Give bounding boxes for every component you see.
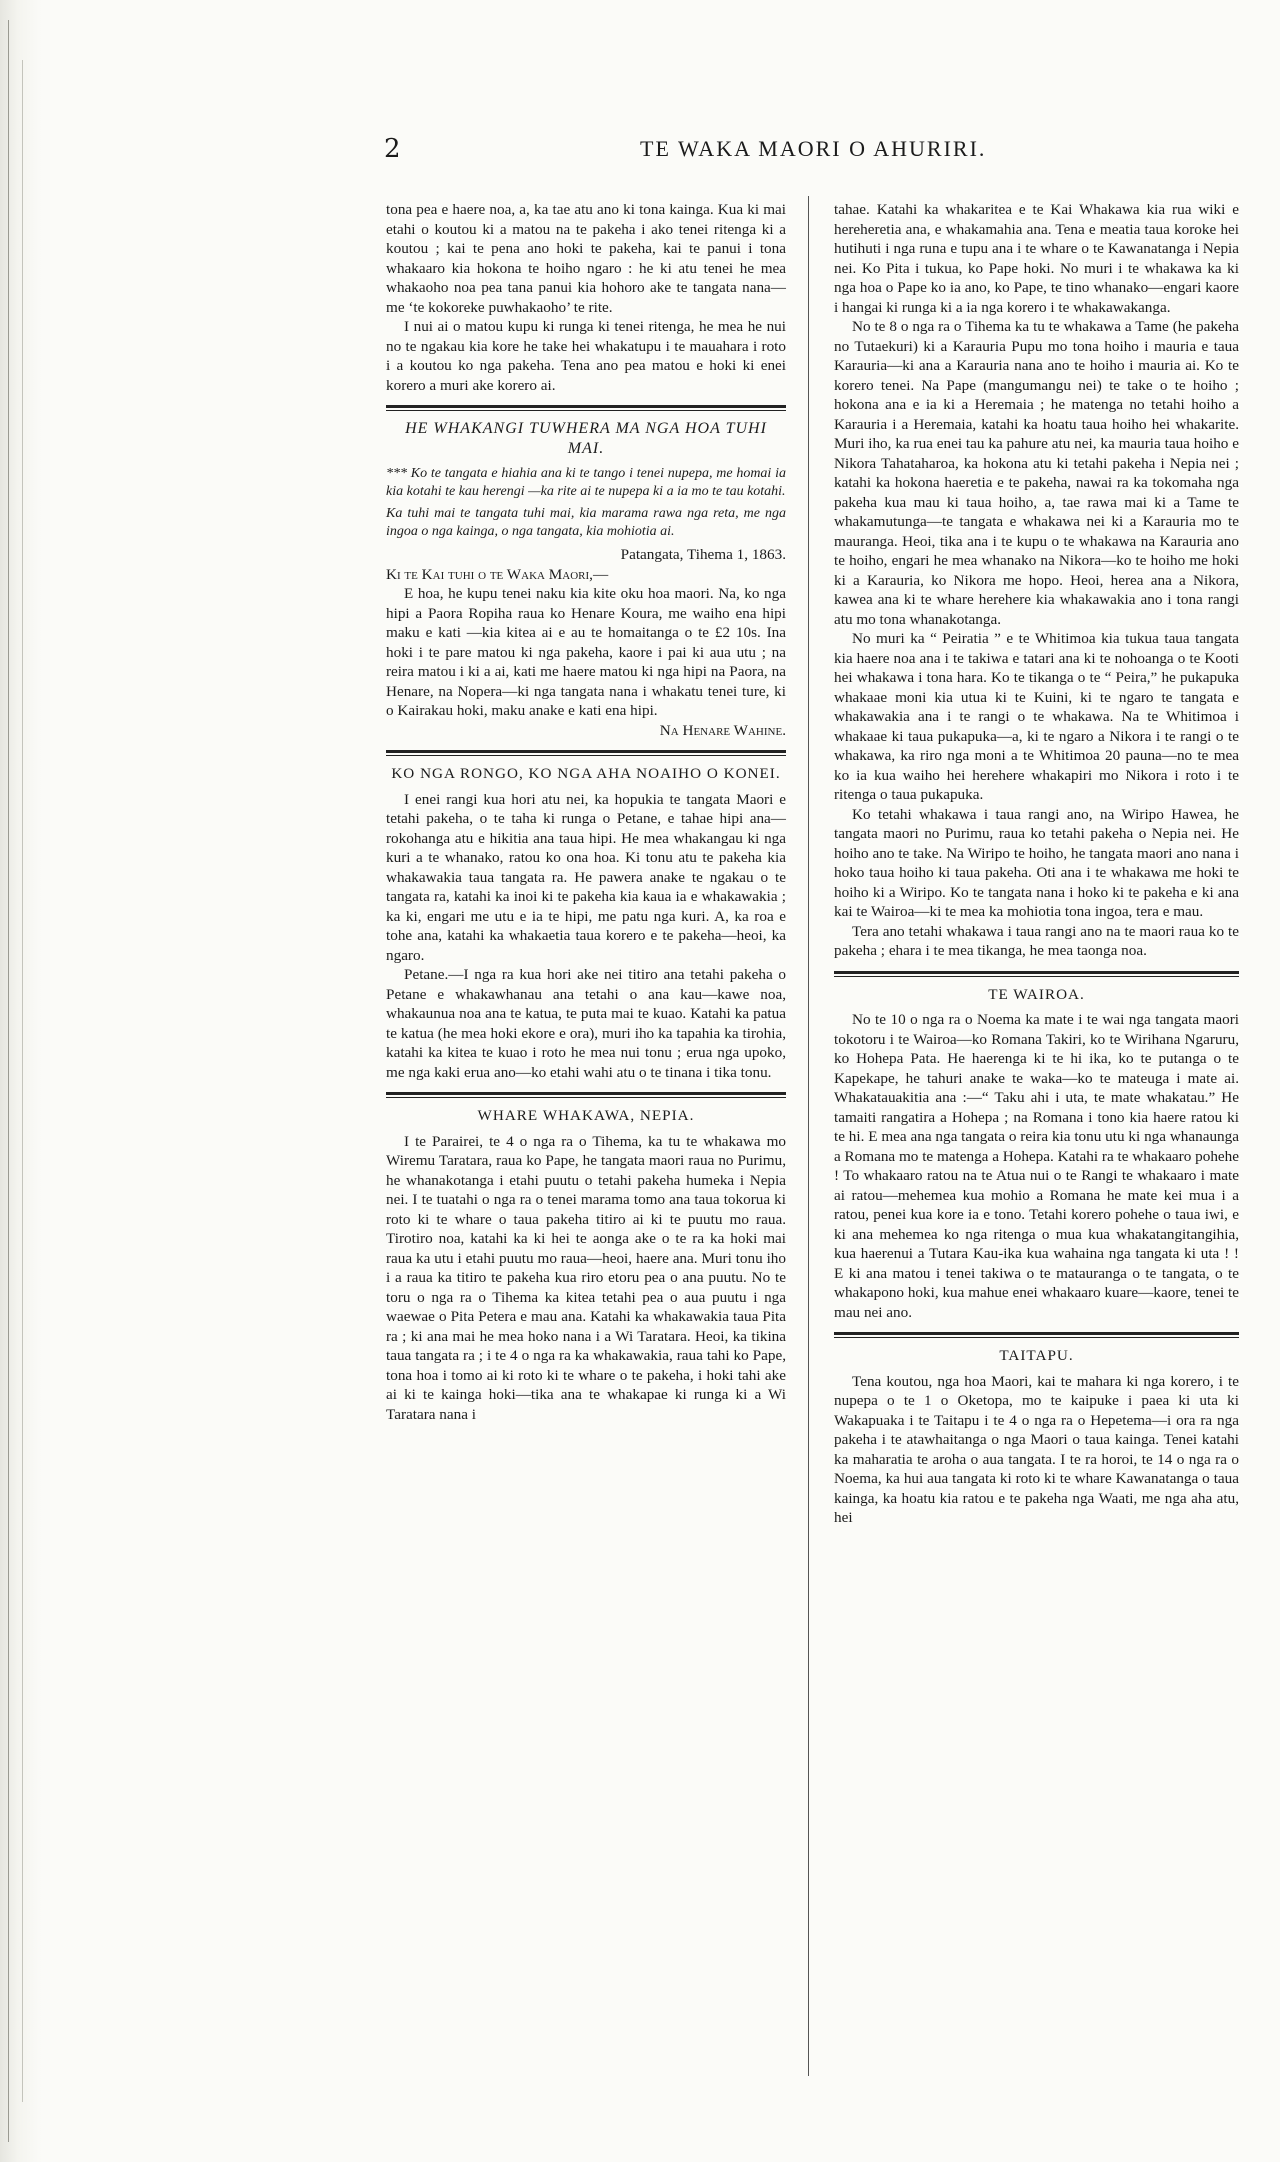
page-number: 2 <box>384 134 401 164</box>
wairoa-heading: TE WAIROA. <box>988 985 1085 1003</box>
letters-note: Ka tuhi mai te tangata tuhi mai, kia marama rawa nga reta, me nga ingoa o nga kainga, o nga tangata, kia mohiotia ai. <box>386 506 786 539</box>
wairoa-paragraph: No te 10 o nga ra o Noema ka mate i te wai nga tangata maori tokotoru i te Wairoa—ko Romana Takiri, ko te Wirihana Ngaruru, ko Hohepa Pata. He haerenga ki te hi ika, ko te putanga o te Kapekape, he tahuri anake te waka—ko te mateuga i mate ai. Whakatauakitia ana :—“ Taku ahi i uta, te mate whakatau.” He tamaiti rangatira a Hohepa ; na Romana i tono kia haere ratou ki te hi. E mea ana nga tangata o reira kia tonu utu ki nga whanaunga a Romana mo te matenga a Hohepa. Katahi ra te whakaaro pohehe ! To whakaaro ratou na te Atua nui o te Rangi te whakaaro i mate ai ratou—mehemea kua mohio a Romana he mate kei mua i a ratou, penei kua kore ia e tono. Tetahi korero pohehe o taua iwi, e ki ana mehemea ko nga ritenga o mua kua whakatangitangihia, kua haerenui a Tutara Kau-ika kua wahaina nga tangata ki uta ! ! E ki ana matou i tenei takiwa o te matauranga o te tangata, o te whakapono hoki, kua mahue enei whakaaro kuare—kaore, tenei te mau nei ano. <box>834 1011 1239 1321</box>
left-column <box>386 200 786 1424</box>
taitapu-heading: TAITAPU. <box>999 1347 1074 1364</box>
court-paragraph: No te 8 o nga ra o Tihema ka tu te whakawa a Tame (he pakeha no Tutaekuri) ki a Karauria Pupu mo tona hoiho i mauria e taua Karauria—ki ana a Karauria nana ano te hoiho i mauria ai. Ko te korero tenei. Na Pape (mangumangu nei) te take o te hoiho ; hokona ana e ia ki a Heremaia ; he matenga no tetahi hoiho a Karauria i a Heremaia, katahi ka hoatu taua hoiho hei whakarite. Muri iho, ka rua enei tau ka pahure atu nei, ka mauria taua hoiho e Nikora Tahataharoa, ka hokona atu ki tetahi pakeha i Nepia nei ; katahi ka hokona haeretia e te pakeha, nawai ra ka tokomaha nga pakeha kua mau ki taua hoiho, a, tae rawa mai ki a Tame te whakamutunga—te tangata e whakawa nei ki a Karauria mo te mauranga. Heoi, tika ana i te kupu o te whakawa na Karauria ano te hoiho, engari he mea whanako na Nikora—ko te hoiho me hoki ki a Karauria, ko Nikora me hopo. Heoi, herea ana a Nikora, kawea ana ki te whare herehere kia whakawakia ano i tona rangi atu mo tona whanakotanga. <box>834 318 1239 628</box>
letters-note: *** Ko te tangata e hiahia ana ki te tango i tenei nupepa, me homai ia kia kotahi te kau herengi —ka rite ai te nupepa ki a ia mo te tau kotahi. <box>386 466 786 499</box>
right-column <box>834 200 1239 1528</box>
letter-signature: Na Henare Wahine. <box>659 721 786 739</box>
court-paragraph: Tera ano tetahi whakawa i taua rangi ano na te maori raua ko te pakeha ; ehara i te mea tikanga, he mea taonga noa. <box>834 922 1239 959</box>
newspaper-title: TE WAKA MAORI O AHURIRI. <box>640 136 987 161</box>
court-paragraph: I te Parairei, te 4 o nga ra o Tihema, ka tu te whakawa mo Wiremu Taratara, raua ko Pape, he tangata maori raua no Purimu, he whanakotanga i etahi puutu o tetahi pakeha humeka i Nepia nei. I te tuatahi o nga ra o tenei marama tomo ana taua tokorua ki roto ki te whare o taua pakeha titiro ai ki te puutu mo raua. Tirotiro noa, katahi ka ki hei te aonga ake o te ra ka hoki mai raua ka utu i etahi puutu mo raua—heoi, haere ana. Muri tonu iho i a raua ka titiro te pakeha kua riro etoru pea o ana puutu. No te toru o nga ra o Tihema ka kitea tetahi pea o aua puutu i nga waewae o Pita Petera e mau ana. Katahi ka whakawakia taua Pita ra ; ki ana mai he mea hoko nana i a Wi Taratara. Heoi, ka tikina taua tangata ra ; i te 4 o nga ra ka whakawakia, raua tahi ko Pape, tona hoa i tomo ai ki roto ki te whare o te pakeha, i hoki tahi ake ai ki te kainga hoki—tika ana te whakapae ki runga ki a Wi Taratara nana i <box>386 1132 786 1423</box>
letters-heading: HE WHAKANGI TUWHERA MA NGA HOA TUHI MAI. <box>405 420 767 457</box>
section-rule <box>834 1332 1239 1338</box>
news-heading: KO NGA RONGO, KO NGA AHA NOAIHO O KONEI. <box>391 765 781 782</box>
section-rule <box>386 1092 786 1098</box>
masthead <box>0 134 1280 174</box>
column-divider <box>808 196 809 2076</box>
section-rule <box>834 971 1239 977</box>
court-paragraph: tahae. Katahi ka whakaritea e te Kai Whakawa kia rua wiki e hereheretia ana, e whakamahia ana. Tena e meatia taua koroke hei hutihuti i nga runa e tupu ana i te whare o te Kawanatanga i Nepia nei. Ko Pita i tukua, ko Pape hoki. No muri i te whakawa ka ki nga hoa o Pape ko ia ano, ko Pape, te tino whanako—engari kaore i hangai ki runga ki a ia nga korero i te whakawakanga. <box>834 201 1239 316</box>
letter-dateline: Patangata, Tihema 1, 1863. <box>620 546 786 563</box>
page-binding-edge <box>0 0 42 2162</box>
letter-body: E hoa, he kupu tenei naku kia kite oku hoa maori. Na, ko nga hipi a Paora Ropiha raua ko Henare Koura, me waiho ena hipi maku e kati —kia kitea ai e au te homaitanga o te £2 10s. Ina hoki i te pare matou ki nga pakeha, kaore i pai ki aua utu ; na reira matou i ki a ai, kati me haere matou ki nga hipi na Paora, na Henare, na Nopera—ki nga tangata nana i whakatu tenei ture, ki o Kairakau hoki, maku anake e kati ena hipi. <box>386 585 786 719</box>
article-paragraph: tona pea e haere noa, a, ka tae atu ano ki tona kainga. Kua ki mai etahi o koutou ki a matou na te pakeha i ako tenei ritenga ki a koutou ; kai te pena ano hoki te pakeha, kai te panui i tona whakaaro kia hokona te hoiho ngaro : he ki atu tenei he mea whakaoho noa pea tana panui kia hohoro ake te tangata nana—me ‘te kokoreke puwhakaoho’ te rite. <box>386 201 786 316</box>
news-paragraph: Petane.—I nga ra kua hori ake nei titiro ana tetahi pakeha o Petane e whakawhanau ana tetahi o ana kau—kawe noa, whakaunua noa ana te katua, te puta mai te kuao. Katahi ka patua te katua (he mea hoki ekore e ora), muri iho ka tapahia ka tirohia, katahi ka kitea te kuao i roto he mea nui tonu ; erua nga upoko, me nga kaki erua ano—ko etahi wahi atu o te tinana i tika tonu. <box>386 966 786 1081</box>
section-rule <box>386 750 786 756</box>
court-paragraph: Ko tetahi whakawa i taua rangi ano, na Wiripo Hawea, he tangata maori no Purimu, raua ko tetahi pakeha o Nepia nei. He hoiho ano te take. Na Wiripo te hoiho, he tangata maori ano nana i hoko taua hoiho ki taua pakeha. Oti ana i te whakawa me hoki te hoiho ki a Wiripo. Ko te tangata nana i hoko ki te pakeha e ki ana kai te Wairoa—ki te mea ka mohiotia tona ingoa, tera e mau. <box>834 805 1239 920</box>
court-heading: WHARE WHAKAWA, NEPIA. <box>477 1107 695 1124</box>
section-rule <box>386 405 786 411</box>
court-paragraph: No muri ka “ Peiratia ” e te Whitimoa kia tukua taua tangata kia haere noa ana i te takiwa e tatari ana ki te nohoanga o te Kooti hei whakawa i tona hara. Ko te tikanga o te “ Peira,” he pukapuka whakaae moni kia utua ki te Kuini, ki te ngaro te tangata e whakawakia ana i te rangi o te whakawa. Na te Whitimoa i whakaae ki taua pukapuka—a, ki te ngaro a Nikora i te rangi o te whakawa, ka riro nga moni a te Whitimoa 20 pauna—no te mea ko ia kua waiho hei herehere whakapiri mo Nikora i roto i te ritenga o taua pukapuka. <box>834 630 1239 803</box>
letter-salutation: Ki te Kai tuhi o te Waka Maori,— <box>386 565 609 583</box>
news-paragraph: I enei rangi kua hori atu nei, ka hopukia te tangata Maori e tetahi pakeha, o te taha ki runga o Petane, e tahae hipi ana—rokohanga atu e hikitia ana taua hipi. He mea whakangau ki nga kuri a te whanako, ratou ko ona hoa. Ki tonu atu te pakeha kia whakawakia taua tangata ra. He pawera anake te ngakau o te tangata ra, katahi ka inoi ki te pakeha kia kaua ia e whakawakia ; ka ki, engari me utu e ia te hipi, me patu nga kuri. A, ka roa e tohe ana, katahi ka whakaetia taua korero e te pakeha—heoi, ka ngaro. <box>386 790 786 964</box>
article-paragraph: I nui ai o matou kupu ki runga ki tenei ritenga, he mea he nui no te ngakau kia kore he take hei whakatupu i te mauahara i roto i a koutou ko nga pakeha. Tena ano pea matou e hoki ki enei korero a muri ake korero ai. <box>386 318 786 394</box>
taitapu-paragraph: Tena koutou, nga hoa Maori, kai te mahara ki nga korero, i te nupepa o te 1 o Oketopa, mo te kaipuke i paea ki uta ki Wakapuaka i te Taitapu i te 4 o nga ra o Hepetema—i ora ra nga pakeha i te atawhaitanga o nga Maori o taua kainga. Tenei katahi ka maharatia te aroha o aua tangata. I te ra horoi, te 14 o nga ra o Noema, ka hui aua tangata ki roto ki te whare Kawanatanga o taua kainga, ka hoatu kia ratou e te pakeha nga Waati, me nga aha atu, hei <box>834 1372 1239 1526</box>
